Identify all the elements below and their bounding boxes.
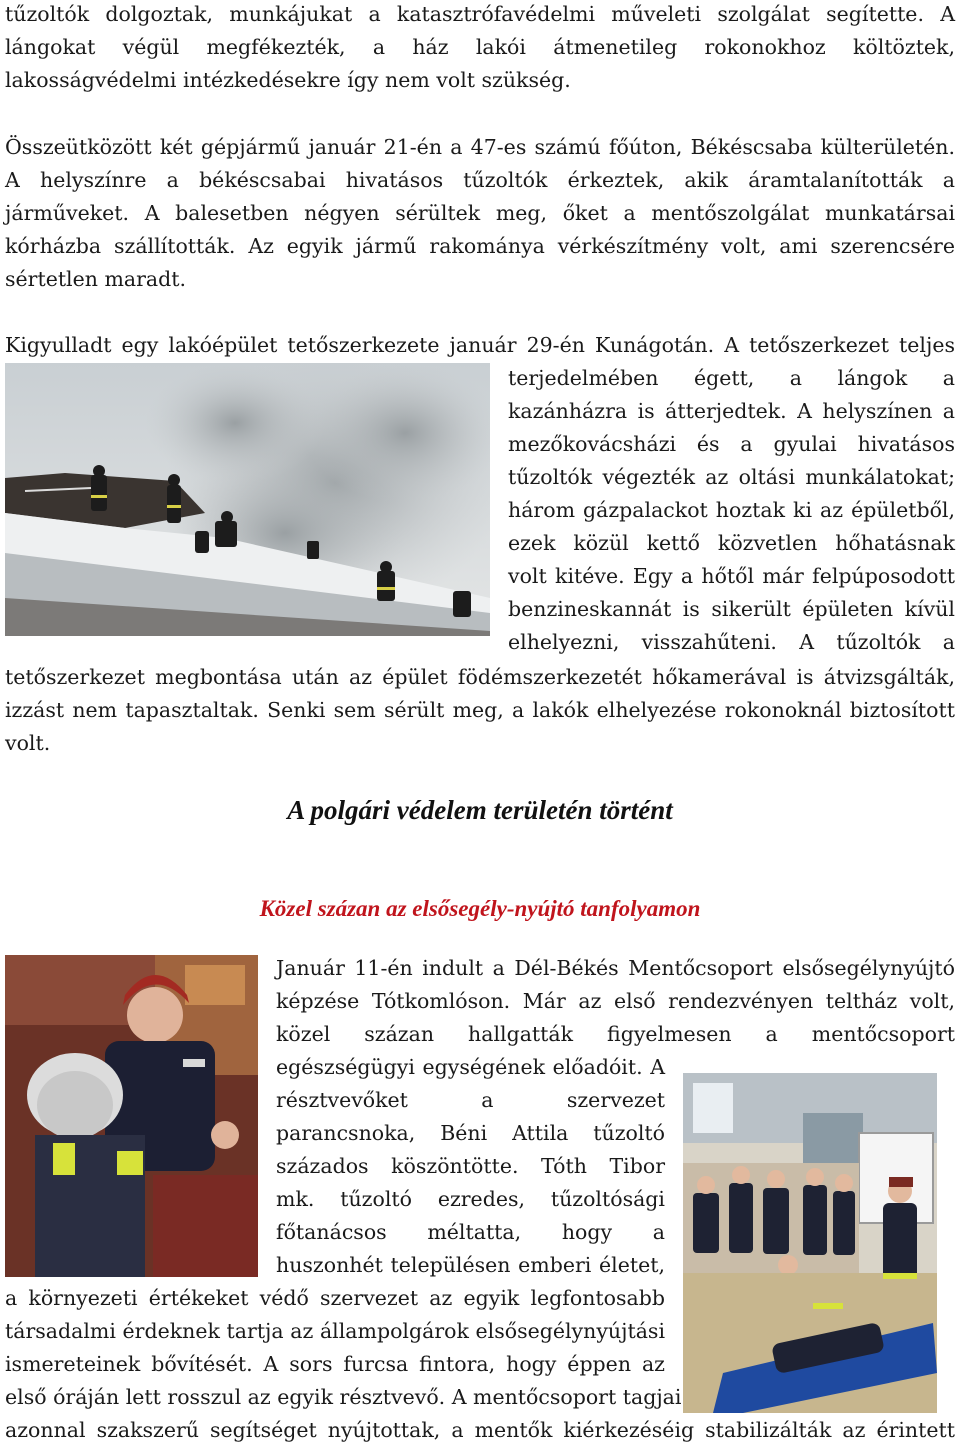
- gym-training-illustration: [683, 1073, 937, 1413]
- first-aid-photo-bandage: [5, 955, 258, 1277]
- text-line: ismereteinek bővítését. A sors furcsa fintora, hogy éppen az: [5, 1352, 665, 1376]
- text-line: mk. tűzoltó ezredes, tűzoltósági: [276, 1187, 665, 1211]
- text-line: tűzoltók dolgoztak, munkájukat a katasztrófavédelmi műveleti szolgálat segítette. A: [5, 2, 955, 26]
- text-line: A helyszínre a békéscsabai hivatásos tűzoltók érkeztek, akik áramtalanították a: [5, 168, 955, 192]
- text-line: ezek közül kettő közvetlen hőhatásnak: [508, 531, 955, 555]
- text-line: tűzoltók végezték az oltási munkálatokat;: [508, 465, 955, 489]
- text-line: lakosságvédelmi intézkedésekre így nem volt szükség.: [5, 68, 571, 92]
- text-line: elhelyezni, visszahűteni. A tűzoltók a: [508, 630, 955, 654]
- text-line: három gázpalackot hoztak ki az épületből,: [508, 498, 955, 522]
- article-subheading: Közel százan az elsősegély-nyújtó tanfolyamon: [259, 896, 701, 921]
- first-aid-photo-gym: [683, 1073, 937, 1413]
- text-line: Kigyulladt egy lakóépület tetőszerkezete január 29-én Kunágotán. A tetőszerkezet teljes: [5, 333, 955, 357]
- text-line: közel százan hallgatták figyelmesen a mentőcsoport: [276, 1022, 955, 1046]
- text-line: sértetlen maradt.: [5, 267, 187, 291]
- text-line: egészségügyi egységének előadóit. A: [276, 1055, 665, 1079]
- text-line: parancsnoka, Béni Attila tűzoltó: [276, 1121, 665, 1145]
- text-line: képzése Tótkomlóson. Már az első rendezvényen teltház volt,: [276, 989, 955, 1013]
- text-line: kórházba szállították. Az egyik jármű rakománya vérkészítmény volt, ami szerencsére: [5, 234, 955, 258]
- text-line: mezőkovácsházi és a gyulai hivatásos: [508, 432, 955, 456]
- text-line: volt kitéve. Egy a hőtől már felpúposodott: [508, 564, 955, 588]
- text-line: volt.: [5, 731, 51, 755]
- text-line: Január 11-én indult a Dél-Békés Mentőcsoport elsősegélynyújtó: [276, 956, 955, 980]
- text-line: huszonhét településen emberi életet,: [276, 1253, 665, 1277]
- text-line: a környezeti értékeket védő szervezet az egyik legfontosabb: [5, 1286, 665, 1310]
- roof-fire-illustration: [5, 363, 490, 636]
- bandage-training-illustration: [5, 955, 258, 1277]
- text-line: első óráján lett rosszul az egyik résztvevő. A mentőcsoport tagjai: [5, 1385, 682, 1409]
- text-line: izzást nem tapasztaltak. Senki sem sérült meg, a lakók elhelyezése rokonoknál biztosított: [5, 698, 955, 722]
- text-line: társadalmi érdeknek tartja az állampolgárok elsősegélynyújtási: [5, 1319, 665, 1343]
- text-line: járműveket. A balesetben négyen sérültek meg, őket a mentőszolgálat munkatársai: [5, 201, 955, 225]
- text-line: tetőszerkezet megbontása után az épület födémszerkezetét hőkamerával is átvizsgálták,: [5, 665, 955, 689]
- text-line: százados köszöntötte. Tóth Tibor: [276, 1154, 665, 1178]
- roof-fire-photo: [5, 363, 490, 636]
- text-line: lángokat végül megfékezték, a ház lakói átmenetileg rokonokhoz költöztek,: [5, 35, 955, 59]
- section-heading: A polgári védelem területén történt: [287, 795, 673, 825]
- text-line: Összeütközött két gépjármű január 21-én a 47-es számú főúton, Békéscsaba külterületén.: [5, 135, 955, 159]
- text-line: főtanácsos méltatta, hogy a: [276, 1220, 665, 1244]
- text-line: kazánházra is átterjedtek. A helyszínen a: [508, 399, 955, 423]
- text-line: azonnal szakszerű segítséget nyújtottak, a mentők kiérkezéséig stabilizálták az érintett: [5, 1418, 955, 1442]
- text-line: benzineskannát is sikerült épületen kívül: [508, 597, 955, 621]
- text-line: résztvevőket a szervezet: [276, 1088, 665, 1112]
- text-line: terjedelmében égett, a lángok a: [508, 366, 955, 390]
